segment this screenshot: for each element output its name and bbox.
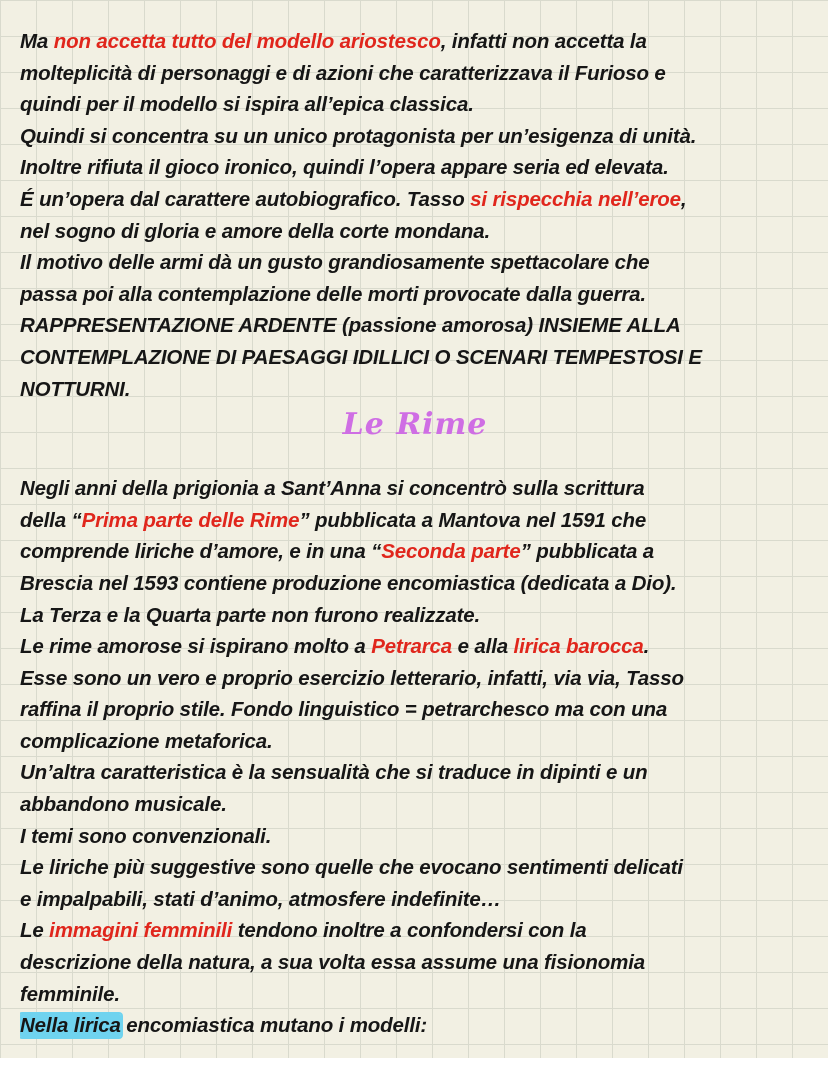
notes-line bbox=[20, 726, 810, 758]
body-text: Ma bbox=[20, 30, 54, 53]
body-text: , infatti non accetta la bbox=[440, 30, 647, 53]
notes-line bbox=[20, 89, 810, 121]
notes-line bbox=[20, 884, 810, 916]
body-text: ” pubblicata a bbox=[520, 540, 655, 564]
body-text: e alla bbox=[452, 635, 514, 659]
notes-line bbox=[20, 58, 810, 90]
body-text: comprende liriche d’amore, e in una “ bbox=[20, 540, 382, 564]
notes-line bbox=[20, 26, 810, 58]
notes-line bbox=[20, 821, 810, 853]
body-text: ” pubblicata a Mantova nel 1591 che bbox=[299, 508, 647, 532]
page-bottom-margin bbox=[0, 1058, 828, 1070]
body-text: quindi per il modello si ispira all’epica classica. bbox=[20, 93, 474, 117]
body-text: abbandono musicale. bbox=[20, 793, 227, 817]
notes-line bbox=[20, 536, 810, 568]
body-text: Quindi si concentra su un unico protagonista per un’esigenza di unità. bbox=[20, 124, 697, 148]
notes-line bbox=[20, 852, 810, 884]
body-text: Le liriche più suggestive sono quelle che evocano sentimenti delicati bbox=[20, 856, 683, 880]
notes-line bbox=[20, 374, 810, 406]
notes-line bbox=[20, 568, 810, 600]
body-text: e impalpabili, stati d’animo, atmosfere indefinite… bbox=[20, 887, 502, 911]
notes-line bbox=[20, 342, 810, 374]
body-text: descrizione della natura, a sua volta essa assume una fisionomia bbox=[20, 951, 645, 975]
body-text: tendono inoltre a confondersi con la bbox=[232, 919, 587, 943]
body-text: Negli anni della prigionia a Sant’Anna si concentrò sulla scrittura bbox=[20, 477, 645, 501]
notes-line bbox=[20, 216, 810, 248]
notes-line bbox=[20, 947, 810, 979]
body-text: Esse sono un vero e proprio esercizio letterario, infatti, via via, Tasso bbox=[20, 666, 684, 690]
body-text: nel sogno di gloria e amore della corte mondana. bbox=[20, 219, 491, 243]
body-text: Inoltre rifiuta il gioco ironico, quindi l’opera appare seria ed elevata. bbox=[20, 156, 669, 180]
notes-line bbox=[20, 473, 810, 505]
body-text: CONTEMPLAZIONE DI PAESAGGI IDILLICI O SCENARI TEMPESTOSI E bbox=[20, 345, 702, 369]
body-text: passa poi alla contemplazione delle morti provocate dalla guerra. bbox=[20, 282, 646, 306]
notes-line bbox=[20, 694, 810, 726]
notes-line bbox=[20, 631, 810, 663]
body-text: É un’opera dal carattere autobiografico. Tasso bbox=[20, 187, 471, 211]
notes-line bbox=[20, 184, 810, 216]
highlighted-red-text: immagini femminili bbox=[49, 919, 233, 943]
body-text: della “ bbox=[20, 508, 82, 532]
notes-line bbox=[20, 247, 810, 279]
highlighted-marker-text: Nella lirica bbox=[20, 1014, 121, 1038]
highlighted-red-text: Prima parte delle Rime bbox=[81, 508, 300, 532]
notes-line bbox=[20, 979, 810, 1011]
body-text: molteplicità di personaggi e di azioni che caratterizzava il Furioso e bbox=[20, 61, 666, 85]
notes-line bbox=[20, 310, 810, 342]
notes-line bbox=[20, 1010, 810, 1042]
notes-line bbox=[20, 789, 810, 821]
body-text: complicazione metaforica. bbox=[20, 729, 273, 753]
notes-line bbox=[20, 279, 810, 311]
body-text: . bbox=[643, 635, 650, 659]
body-text: Un’altra caratteristica è la sensualità che si traduce in dipinti e un bbox=[20, 761, 648, 785]
body-text: encomiastica mutano i modelli: bbox=[120, 1014, 428, 1038]
notes-line bbox=[20, 505, 810, 537]
highlighted-red-text: Seconda parte bbox=[381, 540, 521, 564]
highlighted-red-text: si rispecchia nell’eroe bbox=[470, 187, 681, 211]
highlighted-red-text: non accetta tutto del modello ariostesco bbox=[53, 30, 441, 53]
body-text: La Terza e la Quarta parte non furono realizzate. bbox=[20, 603, 481, 627]
spacer bbox=[20, 445, 810, 473]
body-text: NOTTURNI. bbox=[20, 377, 131, 401]
notes-line bbox=[20, 915, 810, 947]
notes-line bbox=[20, 152, 810, 184]
body-text: Brescia nel 1593 contiene produzione encomiastica (dedicata a Dio). bbox=[20, 571, 677, 595]
notes-line bbox=[20, 757, 810, 789]
body-text: Il motivo delle armi dà un gusto grandiosamente spettacolare che bbox=[20, 251, 650, 275]
body-text: raffina il proprio stile. Fondo linguistico = petrarchesco ma con una bbox=[20, 698, 668, 722]
notes-line bbox=[20, 663, 810, 695]
body-text: RAPPRESENTAZIONE ARDENTE (passione amorosa) INSIEME ALLA bbox=[20, 314, 681, 338]
notes-content bbox=[20, 26, 810, 1042]
body-text: Le rime amorose si ispirano molto a bbox=[20, 635, 372, 659]
body-text: , bbox=[680, 187, 687, 211]
body-text: I temi sono convenzionali. bbox=[20, 824, 272, 848]
notes-line bbox=[20, 121, 810, 153]
highlighted-red-text: Petrarca bbox=[371, 635, 453, 659]
notes-line bbox=[20, 600, 810, 632]
highlighted-red-text: lirica barocca bbox=[513, 635, 644, 659]
section-title: Le Rime bbox=[342, 407, 488, 443]
body-text: femminile. bbox=[20, 982, 120, 1006]
body-text: Le bbox=[20, 919, 50, 943]
